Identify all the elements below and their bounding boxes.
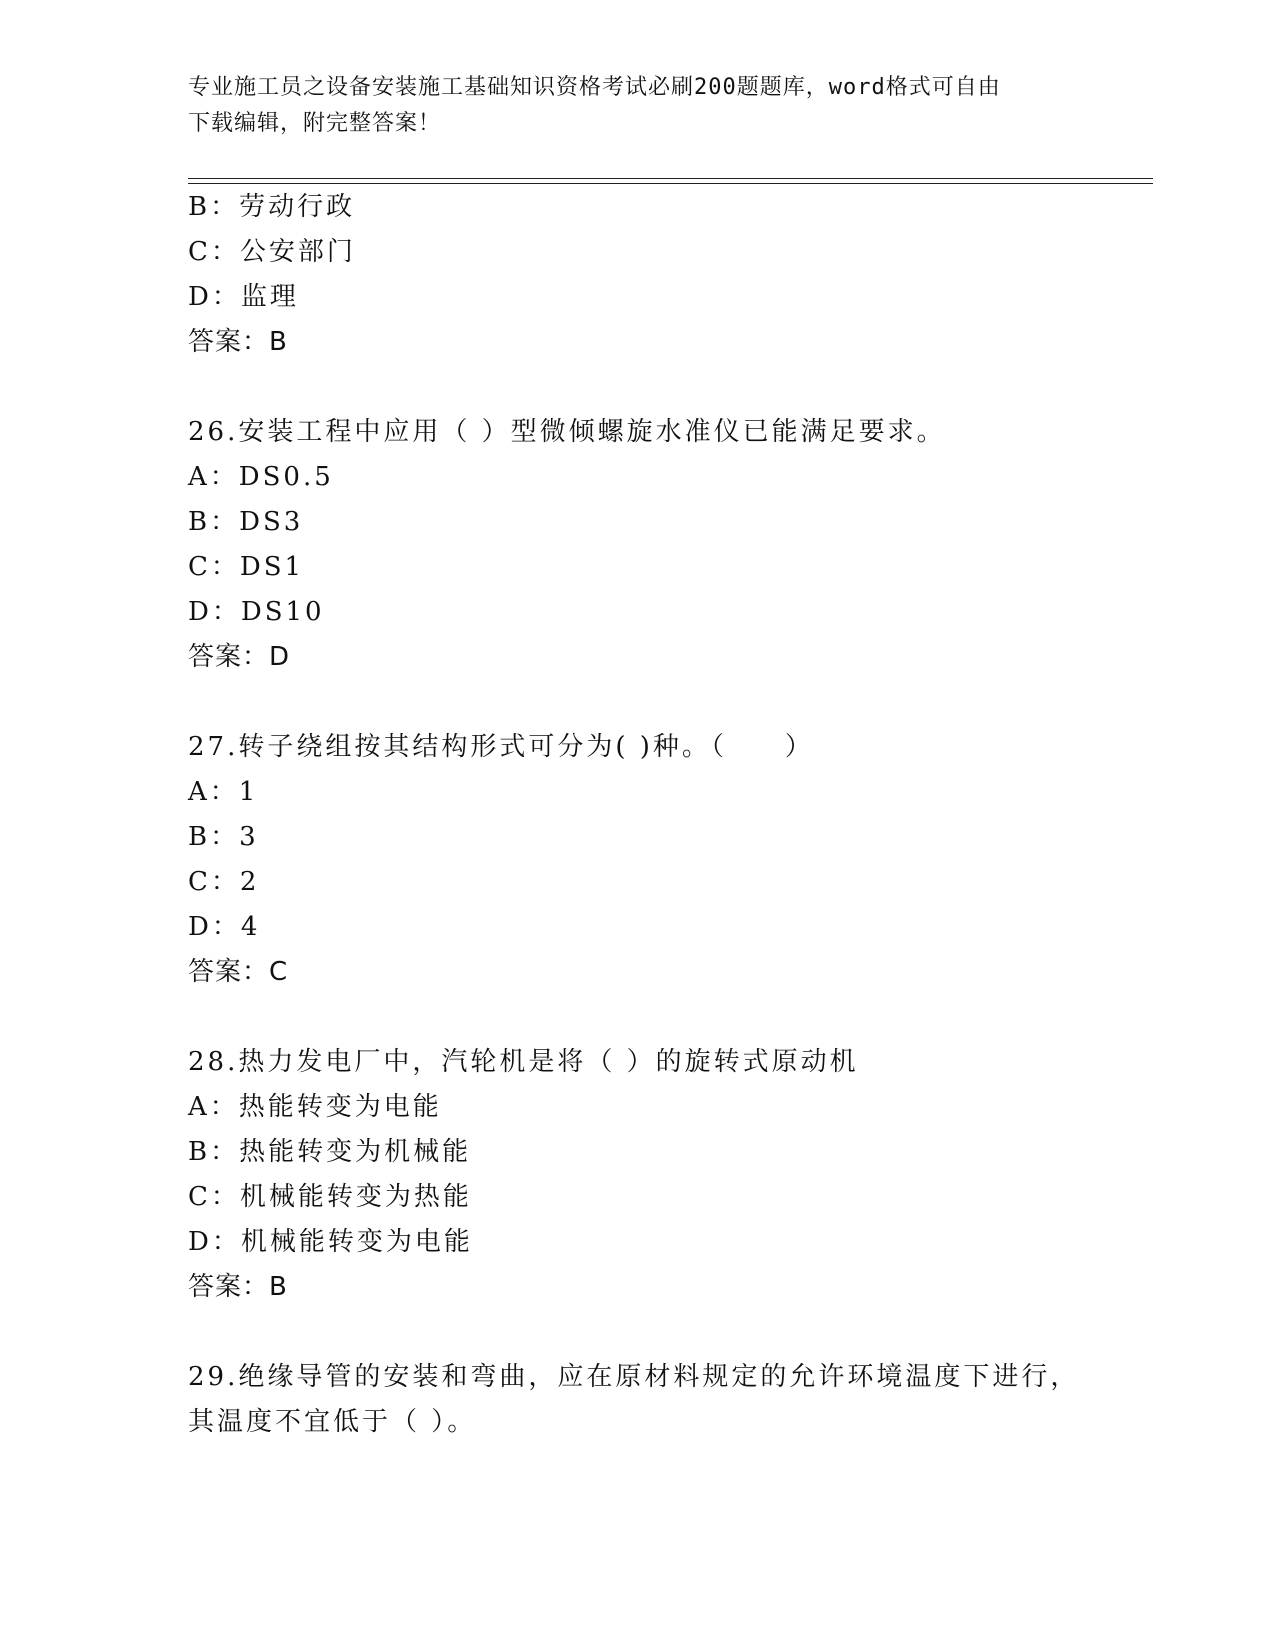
prev-option-b: B：劳动行政 bbox=[188, 192, 356, 222]
q27-option-b: B：3 bbox=[188, 822, 259, 852]
prev-option-d: D：监理 bbox=[188, 282, 299, 312]
q28-option-d: D：机械能转变为电能 bbox=[188, 1227, 473, 1257]
q26-option-c: C：DS1 bbox=[188, 552, 305, 582]
prev-answer: 答案：B bbox=[188, 327, 288, 357]
q28-option-a: A：热能转变为电能 bbox=[188, 1092, 442, 1122]
q26-answer: 答案：D bbox=[188, 642, 291, 672]
q27-stem: 27.转子绕组按其结构形式可分为( )种。（ ） bbox=[188, 732, 814, 762]
header-rule-top bbox=[188, 178, 1153, 179]
q29-stem-line-1: 29.绝缘导管的安装和弯曲，应在原材料规定的允许环境温度下进行， bbox=[188, 1362, 1080, 1392]
q26-stem: 26.安装工程中应用（ ）型微倾螺旋水准仪已能满足要求。 bbox=[188, 417, 946, 447]
q28-stem: 28.热力发电厂中，汽轮机是将（ ）的旋转式原动机 bbox=[188, 1047, 859, 1077]
document-header bbox=[188, 70, 1068, 142]
q28-option-c: C：机械能转变为热能 bbox=[188, 1182, 472, 1212]
header-rule-bottom bbox=[188, 183, 1153, 184]
q27-answer: 答案：C bbox=[188, 957, 289, 987]
q26-option-d: D：DS10 bbox=[188, 597, 325, 627]
header-line-2: 下载编辑，附完整答案！ bbox=[188, 111, 442, 136]
q26-option-a: A：DS0.5 bbox=[188, 462, 334, 492]
q28-option-b: B：热能转变为机械能 bbox=[188, 1137, 472, 1167]
q29-stem-line-2: 其温度不宜低于（ ）。 bbox=[188, 1407, 477, 1437]
q26-option-b: B：DS3 bbox=[188, 507, 304, 537]
header-line-1: 专业施工员之设备安装施工基础知识资格考试必刷200题题库，word格式可自由 bbox=[188, 75, 1001, 100]
prev-option-c: C：公安部门 bbox=[188, 237, 356, 267]
q27-option-d: D：4 bbox=[188, 912, 261, 942]
q27-option-c: C：2 bbox=[188, 867, 260, 897]
q28-answer: 答案：B bbox=[188, 1272, 288, 1302]
q27-option-a: A：1 bbox=[188, 777, 259, 807]
